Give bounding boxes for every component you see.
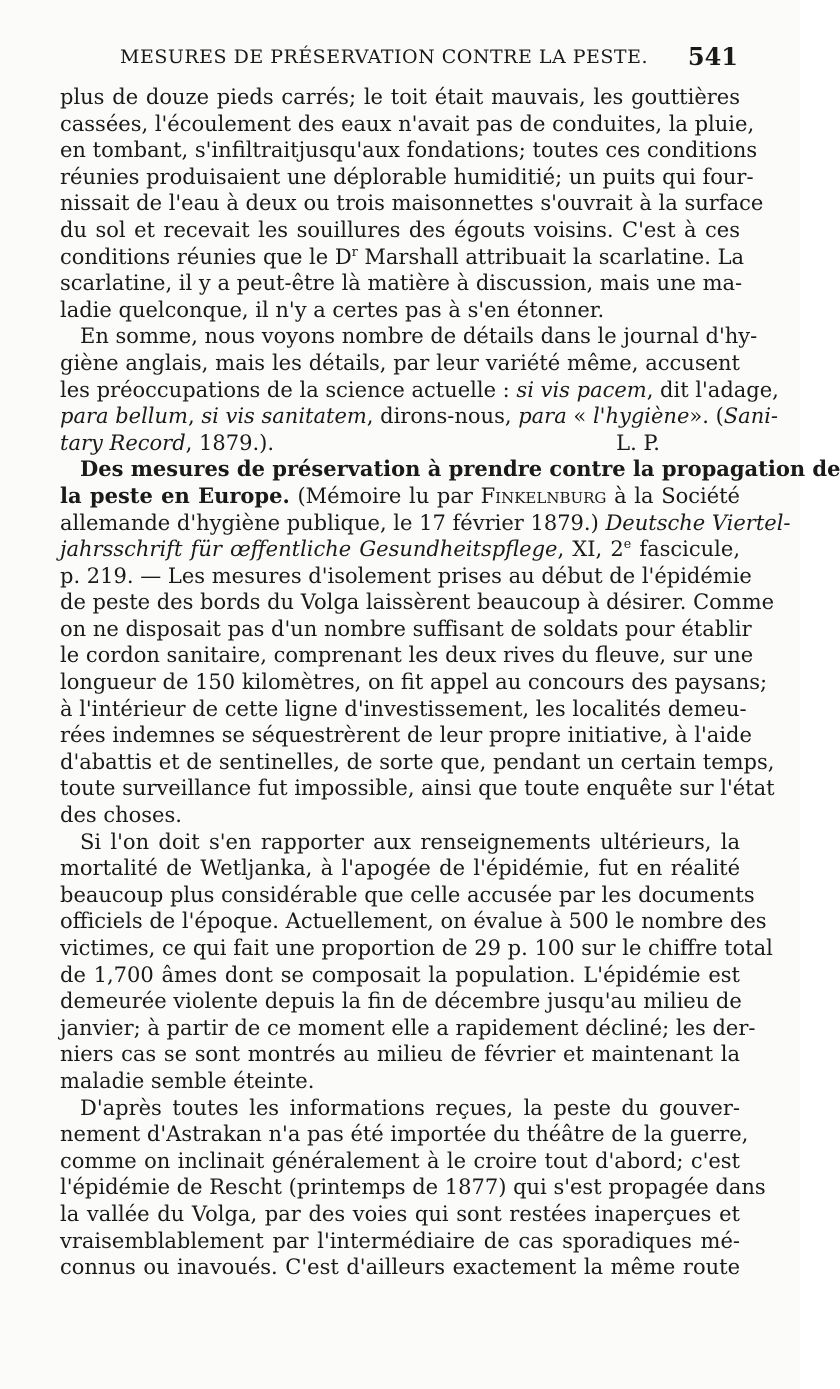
latin-quote: si vis sanitatem [201, 404, 367, 429]
text-line: scarlatine, il y a peut-être là matière à discussion, mais une ma- [60, 271, 743, 296]
paragraph-mortality [60, 829, 773, 1095]
text-line [60, 243, 745, 271]
text-line: connus ou inavoués. C'est d'ailleurs exactement la même route [60, 1255, 740, 1280]
text-line [60, 510, 791, 537]
text-line: giène anglais, mais les détails, par leur variété même, accusent [60, 350, 740, 375]
text-line: toute surveillance fut impossible, ainsi que toute enquête sur l'état [60, 776, 775, 801]
text-fragment: , dirons-nous, [366, 404, 519, 429]
text-line: plus de douze pieds carrés; le toit était mauvais, les gouttières [60, 85, 740, 109]
text-line: à l'intérieur de cette ligne d'investissement, les localités demeu- [60, 696, 747, 721]
text-fragment: Marshall attribuait la scarlatine. La [357, 244, 745, 269]
text-line: réunies produisaient une déplorable humiditié; un puits qui four- [60, 164, 754, 189]
text-line: beaucoup plus considérable que celle accusée par les documents [60, 882, 755, 907]
superscript: e [623, 536, 632, 552]
journal-title: Sani- [723, 404, 779, 429]
running-title: MESURES DE PRÉSERVATION CONTRE LA PESTE. [120, 46, 648, 68]
text-line: nement d'Astrakan n'a pas été importée du théâtre de la guerre, [60, 1122, 749, 1147]
text-line: p. 219. — Les mesures d'isolement prises au début de l'épidémie [60, 563, 752, 588]
text-line [60, 403, 779, 430]
text-fragment: (Mémoire lu par [289, 483, 481, 508]
text-line: comme on inclinait généralement à le croire tout d'abord; c'est [60, 1148, 740, 1173]
text-fragment: allemande d'hygiène publique, le 17 février 1879.) [60, 510, 606, 535]
author-signature: L. P. [616, 430, 660, 455]
article-title: Des mesures de préservation à prendre contre la propagation de [80, 456, 840, 482]
text-fragment: ». ( [689, 404, 724, 429]
text-line [60, 536, 740, 563]
article-title: la peste en Europe. [60, 482, 290, 508]
article-section [60, 456, 840, 828]
text-line: l'épidémie de Rescht (printemps de 1877) qui s'est propagée dans [60, 1175, 766, 1200]
text-line: rées indemnes se séquestrèrent de leur propre initiative, à l'aide [60, 723, 752, 748]
page-number: 541 [687, 42, 738, 71]
latin-quote: si vis pacem [516, 377, 647, 402]
text-line: ladie quelconque, il n'y a certes pas à s'en étonner. [60, 297, 605, 322]
superscript: r [351, 243, 358, 259]
journal-title: jahrsschrift für œffentliche Gesundheitspflege [60, 537, 558, 562]
text-line: cassées, l'écoulement des eaux n'avait pas de conduites, la pluie, [60, 111, 755, 136]
text-fragment: les préoccupations de la science actuelle : [60, 377, 517, 402]
journal-title: Deutsche Viertel- [605, 510, 791, 535]
text-fragment: , dit l'adage, [646, 377, 779, 402]
text-line: le cordon sanitaire, comprenant les deux rives du fleuve, sur une [60, 643, 754, 668]
text-line: de 1,700 âmes dont se composait la population. L'épidémie est [60, 962, 740, 987]
text-line: vraisemblablement par l'intermédiaire de cas sporadiques mé- [60, 1228, 740, 1253]
text-fragment: conditions réunies que le D [60, 244, 352, 269]
text-line [60, 483, 740, 510]
page-body [60, 84, 840, 1281]
text-line: officiels de l'époque. Actuellement, on évalue à 500 le nombre des [60, 909, 767, 934]
text-fragment: à la Société [606, 483, 740, 508]
text-line: la vallée du Volga, par des voies qui sont restées inaperçues et [60, 1201, 740, 1226]
text-line: niers cas se sont montrés au milieu de février et maintenant la [60, 1042, 740, 1067]
text-fragment: , 1879.). [185, 430, 275, 455]
text-line: maladie semble éteinte. [60, 1068, 315, 1093]
paragraph-summary [60, 323, 779, 456]
text-fragment: fascicule, [631, 537, 741, 562]
text-line: nissait de l'eau à deux ou trois maisonnettes s'ouvrait à la surface [60, 191, 764, 216]
latin-quote: para [518, 404, 567, 429]
text-line: de peste des bords du Volga laissèrent beaucoup à désirer. Comme [60, 590, 775, 615]
text-line: janvier; à partir de ce moment elle a rapidement décliné; les der- [60, 1015, 756, 1040]
italic-term: l'hygiène [592, 404, 690, 429]
text-fragment: « [566, 404, 593, 429]
latin-quote: para bellum [60, 404, 188, 429]
citation [60, 430, 274, 457]
text-line: d'abattis et de sentinelles, de sorte que, pendant un certain temps, [60, 749, 775, 774]
text-line: victimes, ce qui fait une proportion de 29 p. 100 sur le chiffre total [60, 936, 773, 960]
text-line: mortalité de Wetljanka, à l'apogée de l'épidémie, fut en réalité [60, 856, 740, 881]
text-line: En somme, nous voyons nombre de détails dans le journal d'hy- [80, 324, 758, 349]
text-fragment: , [187, 404, 202, 429]
paragraph-continuation [60, 84, 764, 323]
text-line: des choses. [60, 803, 182, 828]
journal-title: tary Record [60, 430, 186, 455]
text-line [60, 430, 740, 457]
text-line [60, 377, 779, 404]
text-line: en tombant, s'infiltraitjusqu'aux fondations; toutes ces conditions [60, 138, 758, 163]
text-line: du sol et recevait les souillures des égouts voisins. C'est à ces [60, 217, 740, 242]
text-fragment: , XI, 2 [557, 537, 624, 562]
text-line: D'après toutes les informations reçues, la peste du gouver- [80, 1095, 740, 1120]
text-line: on ne disposait pas d'un nombre suffisant de soldats pour établir [60, 616, 752, 641]
author-name: Finkelnburg [480, 483, 607, 508]
page-header [120, 44, 738, 76]
paragraph-origin [60, 1095, 766, 1281]
text-line: Si l'on doit s'en rapporter aux renseignements ultérieurs, la [80, 829, 740, 854]
text-line: demeurée violente depuis la fin de décembre jusqu'au milieu de [60, 989, 742, 1014]
text-line: longueur de 150 kilomètres, on fit appel au concours des paysans; [60, 670, 768, 695]
